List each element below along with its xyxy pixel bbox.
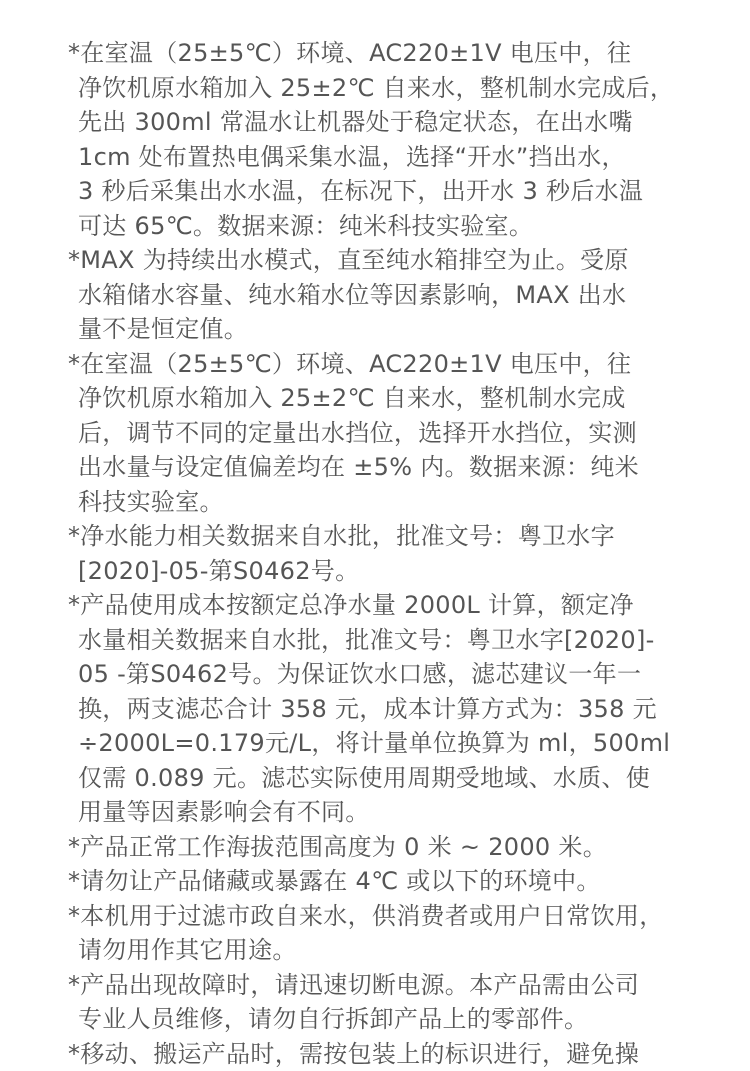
note-purification-approval	[68, 519, 668, 588]
note-line: 请勿用作其它用途。	[68, 933, 668, 968]
note-line: 后，调节不同的定量出水挡位，选择开水挡位，实测	[68, 416, 668, 451]
note-line: *在室温（25±5℃）环境、AC220±1V 电压中，往	[68, 36, 668, 71]
note-line: 水量相关数据来自水批，批准文号：粤卫水字[2020]-	[68, 623, 668, 658]
note-line: *MAX 为持续出水模式，直至纯水箱排空为止。受原	[68, 243, 668, 278]
note-intended-use	[68, 899, 668, 968]
note-line: 专业人员维修，请勿自行拆卸产品上的零部件。	[68, 1002, 668, 1037]
note-line: 水箱储水容量、纯水箱水位等因素影响，MAX 出水	[68, 278, 668, 313]
note-line: *产品正常工作海拔范围高度为 0 米 ~ 2000 米。	[68, 830, 668, 865]
note-line: 05 -第S0462号。为保证饮水口感，滤芯建议一年一	[68, 657, 668, 692]
note-max-mode	[68, 243, 668, 347]
note-fault-handling	[68, 968, 668, 1037]
note-line: 仅需 0.089 元。滤芯实际使用周期受地域、水质、使	[68, 761, 668, 796]
note-line: *产品出现故障时，请迅速切断电源。本产品需由公司	[68, 968, 668, 1003]
note-line: 用量等因素影响会有不同。	[68, 795, 668, 830]
note-line: 换，两支滤芯合计 358 元，成本计算方式为：358 元	[68, 692, 668, 727]
note-altitude-range	[68, 830, 668, 865]
note-line: *请勿让产品储藏或暴露在 4℃ 或以下的环境中。	[68, 864, 668, 899]
note-line: 可达 65℃。数据来源：纯米科技实验室。	[68, 209, 668, 244]
note-line: ÷2000L=0.179元/L，将计量单位换算为 ml，500ml	[68, 726, 668, 761]
note-line: 出水量与设定值偏差均在 ±5% 内。数据来源：纯米	[68, 450, 668, 485]
note-line: 净饮机原水箱加入 25±2℃ 自来水，整机制水完成	[68, 381, 668, 416]
note-line: *在室温（25±5℃）环境、AC220±1V 电压中，往	[68, 347, 668, 382]
note-line: *本机用于过滤市政自来水，供消费者或用户日常饮用，	[68, 899, 668, 934]
note-line: 科技实验室。	[68, 485, 668, 520]
note-line: [2020]-05-第S0462号。	[68, 554, 668, 589]
disclaimer-notes	[68, 36, 668, 1071]
note-line: *净水能力相关数据来自水批，批准文号：粤卫水字	[68, 519, 668, 554]
note-line: 3 秒后采集出水水温，在标况下，出开水 3 秒后水温	[68, 174, 668, 209]
note-line: *产品使用成本按额定总净水量 2000L 计算，额定净	[68, 588, 668, 623]
note-dispense-accuracy	[68, 347, 668, 520]
note-line: 净饮机原水箱加入 25±2℃ 自来水，整机制水完成后，	[68, 71, 668, 106]
note-line: 1cm 处布置热电偶采集水温，选择“开水”挡出水，	[68, 140, 668, 175]
note-line: *移动、搬运产品时，需按包装上的标识进行，避免操	[68, 1037, 668, 1071]
note-transport	[68, 1037, 668, 1071]
note-line: 先出 300ml 常温水让机器处于稳定状态，在出水嘴	[68, 105, 668, 140]
note-water-temperature	[68, 36, 668, 243]
note-storage-temperature	[68, 864, 668, 899]
note-usage-cost	[68, 588, 668, 830]
note-line: 量不是恒定值。	[68, 312, 668, 347]
